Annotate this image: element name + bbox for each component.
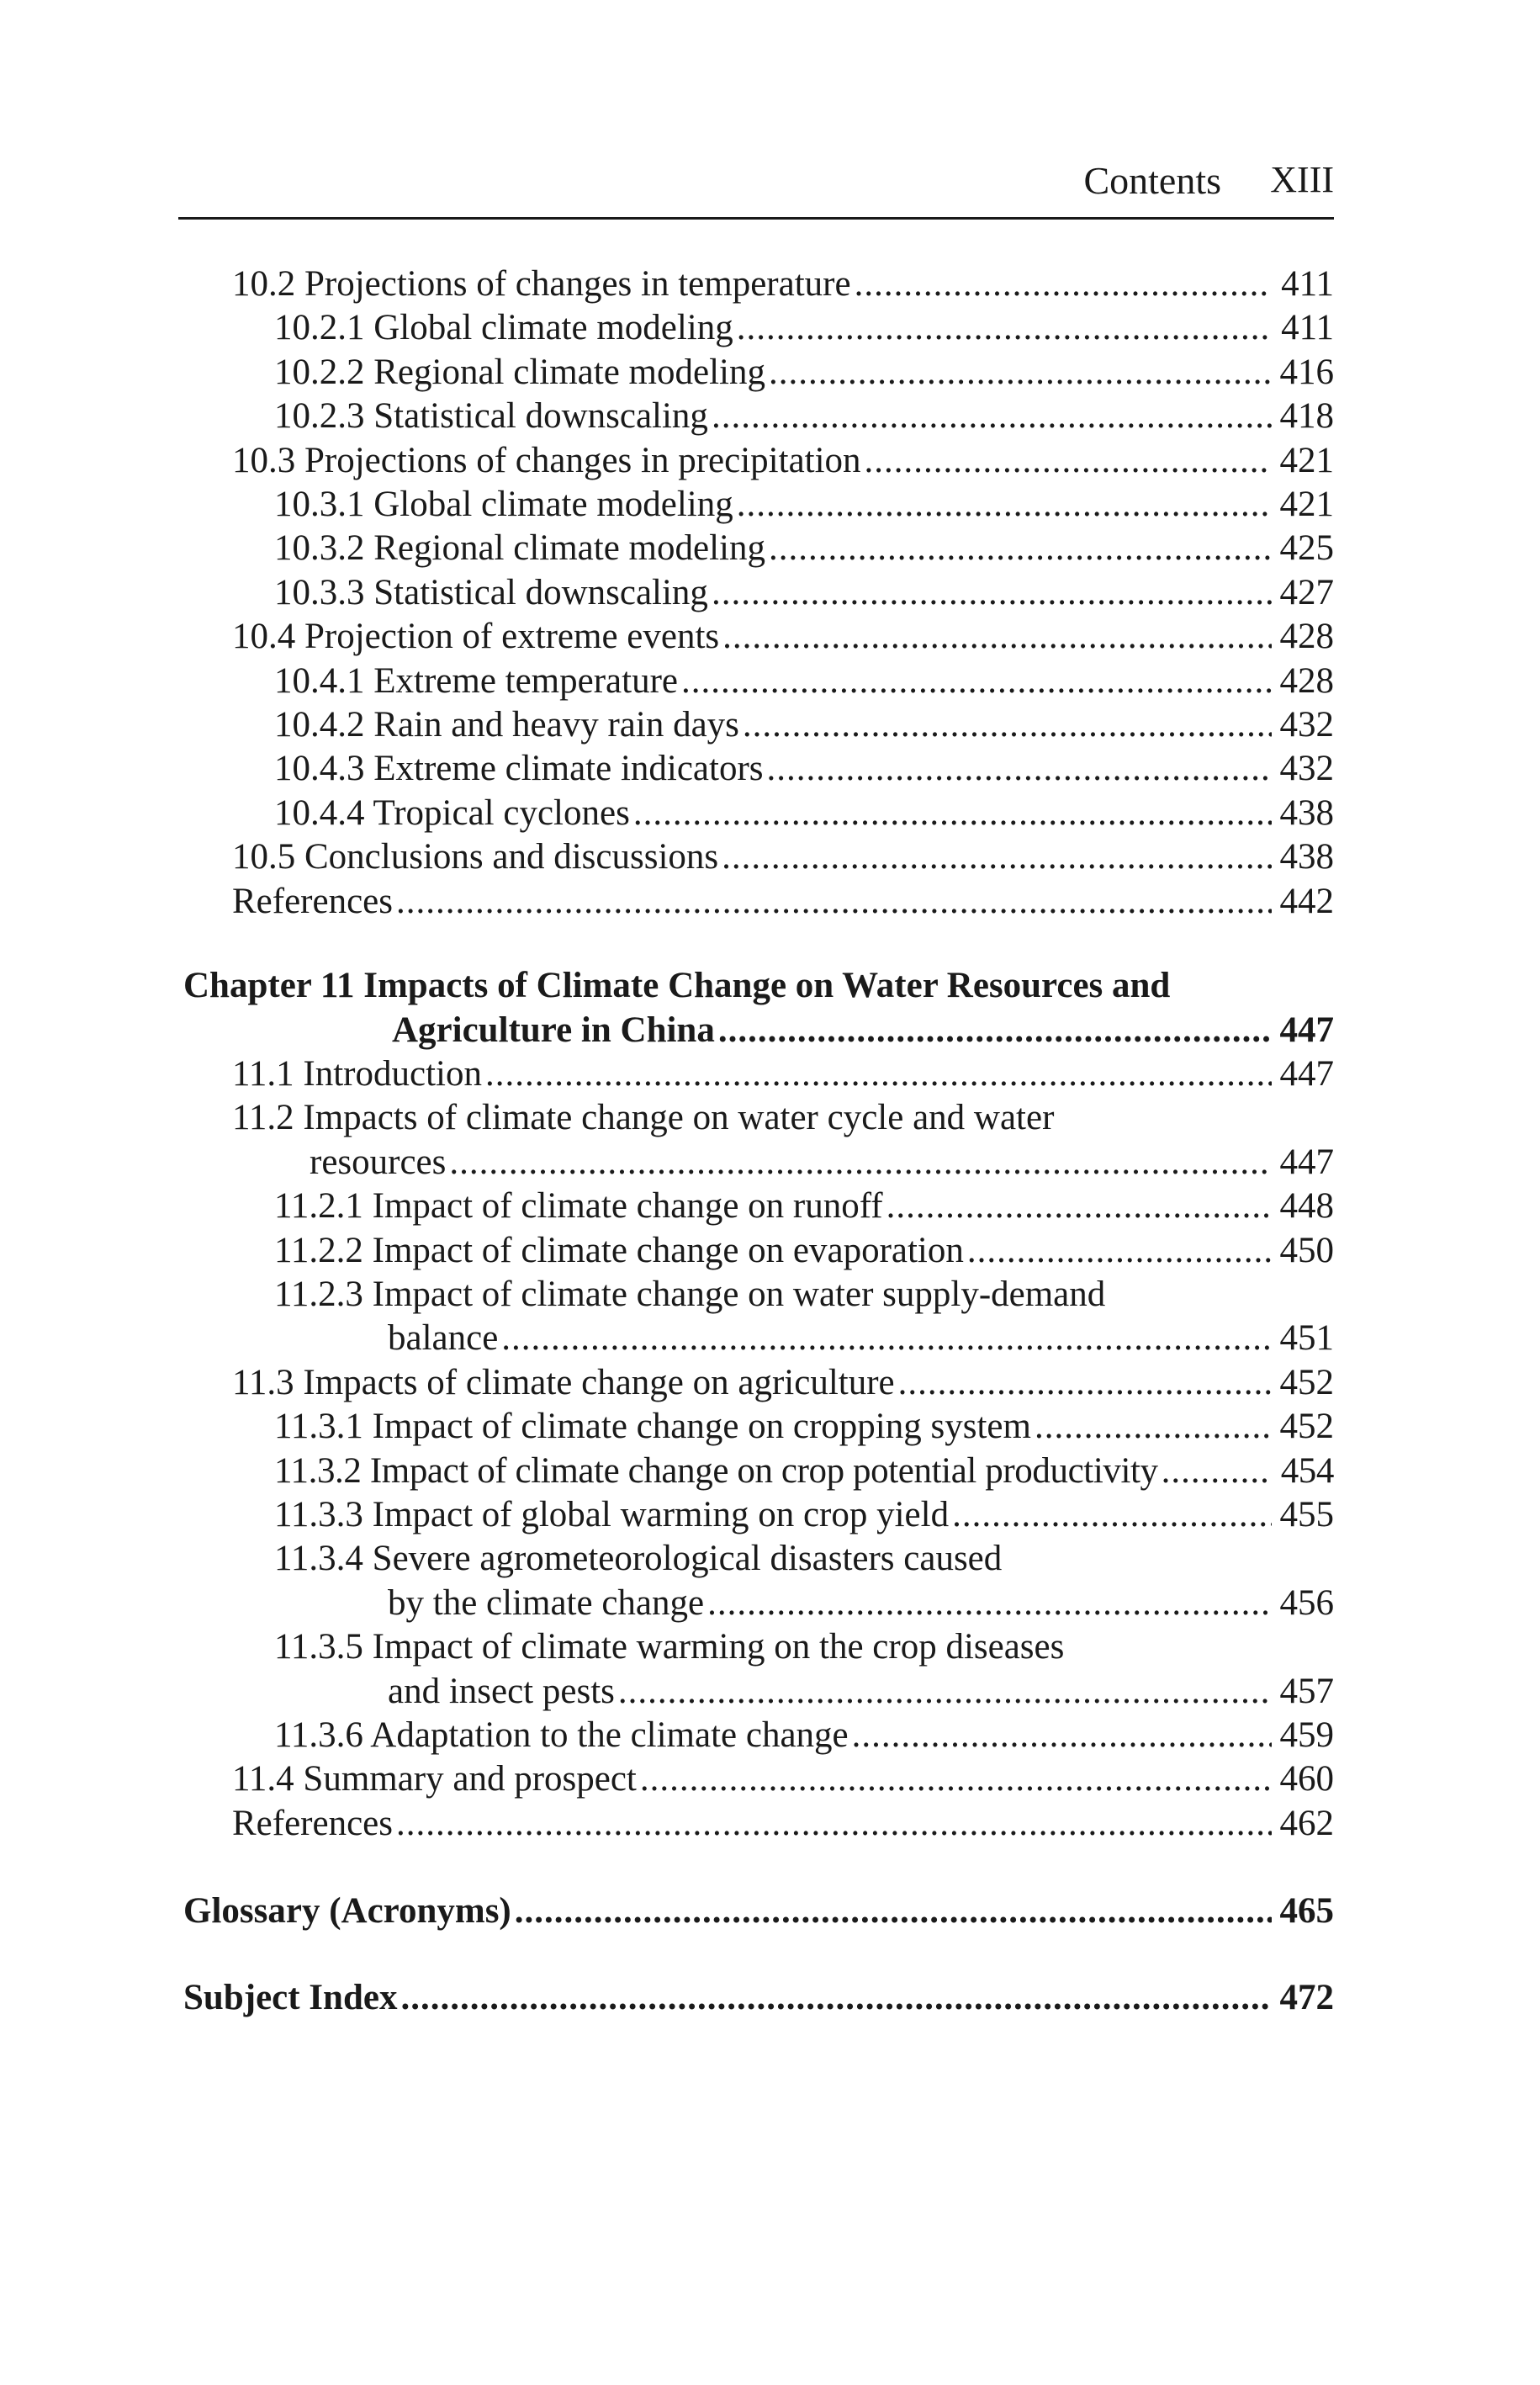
toc-page-number: 447 [1279, 1010, 1334, 1050]
toc-entry-title: 10.4.3 Extreme climate indicators [274, 749, 764, 789]
toc-entry-11-3-6[interactable] [183, 1714, 1334, 1757]
toc-entry-10-4[interactable] [183, 615, 1334, 659]
toc-page-number: 432 [1279, 749, 1334, 789]
toc-entry-glossary[interactable] [183, 1889, 1334, 1933]
toc-entry-references-ch11[interactable] [183, 1802, 1334, 1846]
toc-page-number: 411 [1281, 308, 1334, 348]
dot-leader [501, 1317, 1272, 1360]
toc-entry-11-3-1[interactable] [183, 1405, 1334, 1449]
toc-page-number: 451 [1279, 1318, 1334, 1359]
toc-page-number: 450 [1279, 1230, 1334, 1270]
dot-leader [707, 1582, 1272, 1625]
toc-entry-title-line2: balance [388, 1318, 499, 1359]
toc-page-number: 456 [1279, 1582, 1334, 1623]
page-header [178, 156, 1334, 220]
toc-entry-title: 10.5 Conclusions and discussions [232, 837, 719, 877]
dot-leader [769, 527, 1272, 570]
toc-entry-11-1[interactable] [183, 1052, 1334, 1096]
toc-entry-title: 11.3.1 Impact of climate change on cropping system [274, 1407, 1031, 1447]
dot-leader [855, 262, 1272, 306]
toc-entry-title: 11.3.3 Impact of global warming on crop yield [274, 1494, 950, 1534]
toc-page-number: 448 [1279, 1186, 1334, 1227]
toc-entry-title: 10.3.3 Statistical downscaling [274, 572, 708, 612]
dot-leader [718, 1009, 1272, 1052]
dot-leader [681, 660, 1272, 703]
toc-entry-title: Glossary (Acronyms) [183, 1891, 511, 1932]
toc-entry-title-line1: 11.2.3 Impact of climate change on water supply-demand [274, 1274, 1106, 1314]
toc-entry-title: 10.2.1 Global climate modeling [274, 308, 733, 348]
dot-leader [633, 792, 1272, 835]
toc-entry-title: 11.2.1 Impact of climate change on runoff [274, 1186, 883, 1227]
dot-leader [898, 1361, 1272, 1405]
toc-page-number: 452 [1279, 1362, 1334, 1402]
toc-entry-title-line2: resources [310, 1142, 447, 1182]
toc-entry-10-3-1[interactable] [183, 483, 1334, 527]
toc-entry-title: 11.3.6 Adaptation to the climate change [274, 1715, 849, 1755]
toc-page-number: 460 [1279, 1759, 1334, 1799]
toc-entry-10-4-3[interactable] [183, 747, 1334, 791]
toc-entry-title: Subject Index [183, 1977, 398, 2017]
dot-leader [1035, 1405, 1272, 1449]
toc-page-number: 416 [1279, 352, 1334, 392]
toc-entry-title: 10.2.3 Statistical downscaling [274, 396, 708, 437]
toc-entry-title: 10.4.4 Tropical cyclones [274, 792, 630, 833]
toc-entry-title: 10.4.2 Rain and heavy rain days [274, 705, 739, 745]
toc-page-number: 462 [1279, 1803, 1334, 1843]
toc-entry-title-line1: Chapter 11 Impacts of Climate Change on Water Resources and [183, 966, 1171, 1006]
toc-entry-11-3[interactable] [183, 1361, 1334, 1405]
toc-entry-title: 10.3.1 Global climate modeling [274, 485, 733, 525]
toc-page-number: 425 [1279, 528, 1334, 569]
toc-page-number: 457 [1279, 1671, 1334, 1711]
toc-entry-11-2-1[interactable] [183, 1185, 1334, 1228]
dot-leader [886, 1185, 1272, 1228]
toc-page-number: 442 [1279, 881, 1334, 921]
toc-entry-10-4-2[interactable] [183, 703, 1334, 747]
dot-leader [1162, 1450, 1272, 1493]
toc-page-number: 428 [1279, 660, 1334, 701]
toc-page-number: 447 [1279, 1142, 1334, 1182]
dot-leader [865, 439, 1272, 483]
toc-entry-title-line2: by the climate change [388, 1582, 705, 1623]
dot-leader [722, 615, 1272, 659]
toc-page-number: 455 [1279, 1494, 1334, 1534]
dot-leader [967, 1229, 1272, 1273]
toc-page-number: 438 [1279, 837, 1334, 877]
dot-leader [769, 351, 1272, 395]
toc-entry-10-2-3[interactable] [183, 395, 1334, 438]
toc-entry-title: 10.4.1 Extreme temperature [274, 660, 678, 701]
table-of-contents [183, 262, 1334, 2020]
toc-entry-title: 11.3.2 Impact of climate change on crop potential productivity [274, 1450, 1158, 1491]
toc-entry-11-2[interactable] [183, 1096, 1334, 1185]
toc-page-number: 452 [1279, 1407, 1334, 1447]
toc-entry-10-4-1[interactable] [183, 660, 1334, 703]
dot-leader [400, 1976, 1272, 2020]
toc-page-number: 427 [1279, 572, 1334, 612]
toc-entry-title: References [232, 1803, 393, 1843]
toc-entry-title: 10.4 Projection of extreme events [232, 617, 720, 657]
toc-entry-title: 10.3.2 Regional climate modeling [274, 528, 765, 569]
toc-chapter-11[interactable] [183, 964, 1334, 1052]
toc-entry-11-2-3[interactable] [183, 1273, 1334, 1361]
toc-entry-subject-index[interactable] [183, 1976, 1334, 2020]
toc-entry-11-3-3[interactable] [183, 1493, 1334, 1537]
toc-entry-10-2-2[interactable] [183, 351, 1334, 395]
dot-leader [767, 747, 1272, 791]
page-number: XIII [1270, 159, 1334, 200]
toc-entry-references-ch10[interactable] [183, 880, 1334, 924]
toc-entry-title: 11.3 Impacts of climate change on agriculture [232, 1362, 895, 1402]
toc-entry-10-5[interactable] [183, 835, 1334, 879]
dot-leader [737, 483, 1272, 527]
toc-page-number: 465 [1279, 1891, 1334, 1932]
toc-entry-11-3-5[interactable] [183, 1625, 1334, 1714]
toc-entry-title-line1: 11.2 Impacts of climate change on water cycle and water [232, 1098, 1055, 1138]
toc-entry-title: References [232, 881, 393, 921]
toc-page-number: 411 [1281, 264, 1334, 304]
dot-leader [952, 1493, 1272, 1537]
toc-page-number: 418 [1279, 396, 1334, 437]
toc-entry-title-line2: Agriculture in China [392, 1010, 715, 1050]
toc-page-number: 421 [1279, 440, 1334, 480]
toc-entry-title-line2: and insect pests [388, 1671, 615, 1711]
toc-entry-title: 10.2.2 Regional climate modeling [274, 352, 765, 392]
toc-entry-title: 11.1 Introduction [232, 1053, 482, 1094]
toc-entry-title: 11.2.2 Impact of climate change on evaporation [274, 1230, 964, 1270]
dot-leader [449, 1141, 1272, 1185]
toc-entry-11-4[interactable] [183, 1757, 1334, 1801]
dot-leader [852, 1714, 1272, 1757]
toc-entry-10-2[interactable] [183, 262, 1334, 306]
toc-entry-title-line1: 11.3.5 Impact of climate warming on the crop diseases [274, 1627, 1065, 1667]
toc-page-number: 472 [1279, 1977, 1334, 2017]
toc-page-number: 432 [1279, 705, 1334, 745]
dot-leader [396, 1802, 1272, 1846]
dot-leader [737, 306, 1272, 350]
toc-page-number: 454 [1280, 1450, 1334, 1491]
toc-entry-title: 10.2 Projections of changes in temperature [232, 264, 851, 304]
toc-entry-10-3-2[interactable] [183, 527, 1334, 570]
toc-page-number: 459 [1279, 1715, 1334, 1755]
dot-leader [712, 395, 1272, 438]
toc-entry-10-3-3[interactable] [183, 571, 1334, 615]
toc-entry-11-2-2[interactable] [183, 1229, 1334, 1273]
dot-leader [618, 1670, 1272, 1714]
dot-leader [640, 1757, 1272, 1801]
dot-leader [396, 880, 1272, 924]
dot-leader [712, 571, 1272, 615]
toc-page-number: 421 [1279, 485, 1334, 525]
dot-leader [485, 1052, 1272, 1096]
dot-leader [515, 1889, 1272, 1933]
toc-entry-title: 10.3 Projections of changes in precipitation [232, 440, 861, 480]
toc-entry-title-line1: 11.3.4 Severe agrometeorological disasters caused [274, 1539, 1003, 1579]
toc-entry-11-3-4[interactable] [183, 1537, 1334, 1625]
toc-entry-11-3-2[interactable] [183, 1450, 1334, 1493]
toc-entry-10-3[interactable] [183, 439, 1334, 483]
running-title: Contents [1083, 159, 1221, 202]
toc-page-number: 438 [1279, 792, 1334, 833]
toc-entry-10-4-4[interactable] [183, 792, 1334, 835]
toc-entry-10-2-1[interactable] [183, 306, 1334, 350]
toc-page-number: 428 [1279, 617, 1334, 657]
toc-entry-title: 11.4 Summary and prospect [232, 1759, 637, 1799]
dot-leader [722, 835, 1272, 879]
toc-page-number: 447 [1279, 1053, 1334, 1094]
dot-leader [743, 703, 1272, 747]
